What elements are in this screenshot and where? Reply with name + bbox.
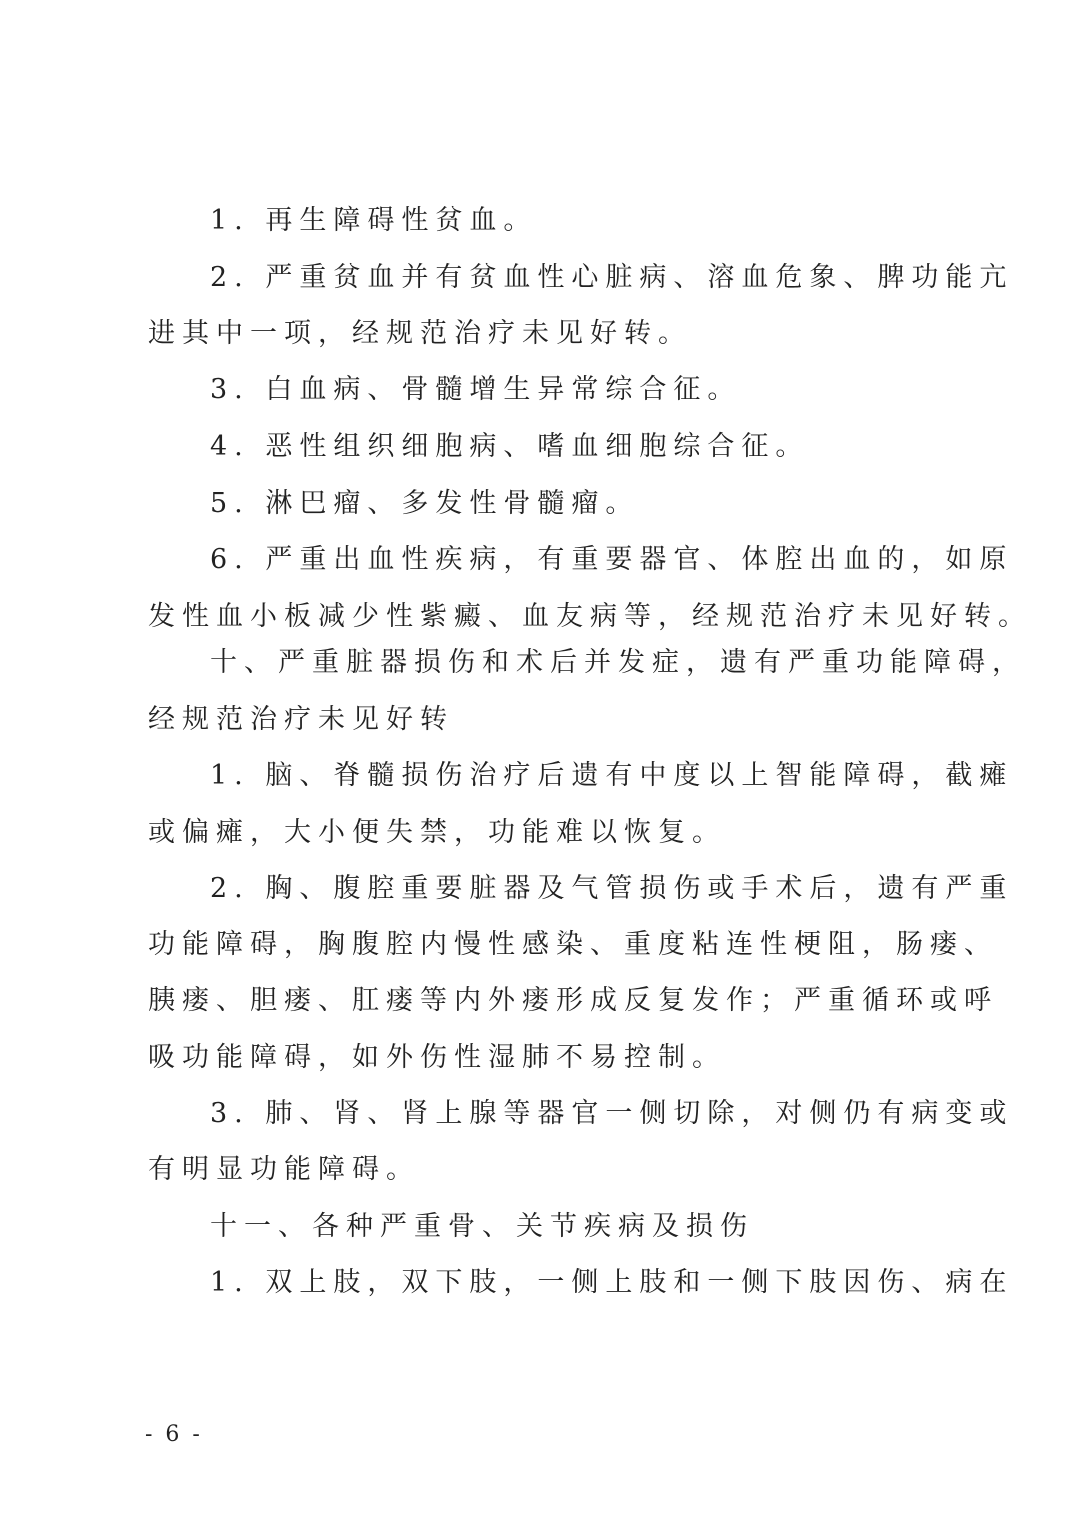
text-line: 3. 肺、肾、肾上腺等器官一侧切除，对侧仍有病变或 <box>210 1098 1014 1129</box>
text-line: 1. 脑、脊髓损伤治疗后遗有中度以上智能障碍，截瘫 <box>210 760 1014 791</box>
text-line: 6. 严重出血性疾病，有重要器官、体腔出血的，如原 <box>210 544 1014 575</box>
text-line: 3. 白血病、骨髓增生异常综合征。 <box>210 374 742 405</box>
text-line: 吸功能障碍，如外伤性湿肺不易控制。 <box>148 1042 726 1073</box>
section-heading: 十一、各种严重骨、关节疾病及损伤 <box>210 1211 754 1242</box>
text-line: 胰瘘、胆瘘、肛瘘等内外瘘形成反复发作；严重循环或呼 <box>148 985 998 1016</box>
section-heading: 十、严重脏器损伤和术后并发症，遗有严重功能障碍， <box>210 647 1026 678</box>
text-line: 功能障碍，胸腹腔内慢性感染、重度粘连性梗阻，肠瘘、 <box>148 929 998 960</box>
text-line: 有明显功能障碍。 <box>148 1154 420 1185</box>
text-line: 1. 再生障碍性贫血。 <box>210 205 538 236</box>
text-line: 5. 淋巴瘤、多发性骨髓瘤。 <box>210 488 640 519</box>
section-heading-continued: 经规范治疗未见好转 <box>148 704 454 735</box>
text-line: 2. 胸、腹腔重要脏器及气管损伤或手术后，遗有严重 <box>210 873 1014 904</box>
text-line: 发性血小板减少性紫癜、血友病等，经规范治疗未见好转。 <box>148 601 1032 632</box>
text-line: 4. 恶性组织细胞病、嗜血细胞综合征。 <box>210 431 810 462</box>
text-line: 1. 双上肢，双下肢，一侧上肢和一侧下肢因伤、病在 <box>210 1267 1014 1298</box>
page-number: - 6 - <box>145 1422 203 1447</box>
text-line: 进其中一项，经规范治疗未见好转。 <box>148 318 692 349</box>
text-line: 2. 严重贫血并有贫血性心脏病、溶血危象、脾功能亢 <box>210 262 1014 293</box>
text-line: 或偏瘫，大小便失禁，功能难以恢复。 <box>148 817 726 848</box>
